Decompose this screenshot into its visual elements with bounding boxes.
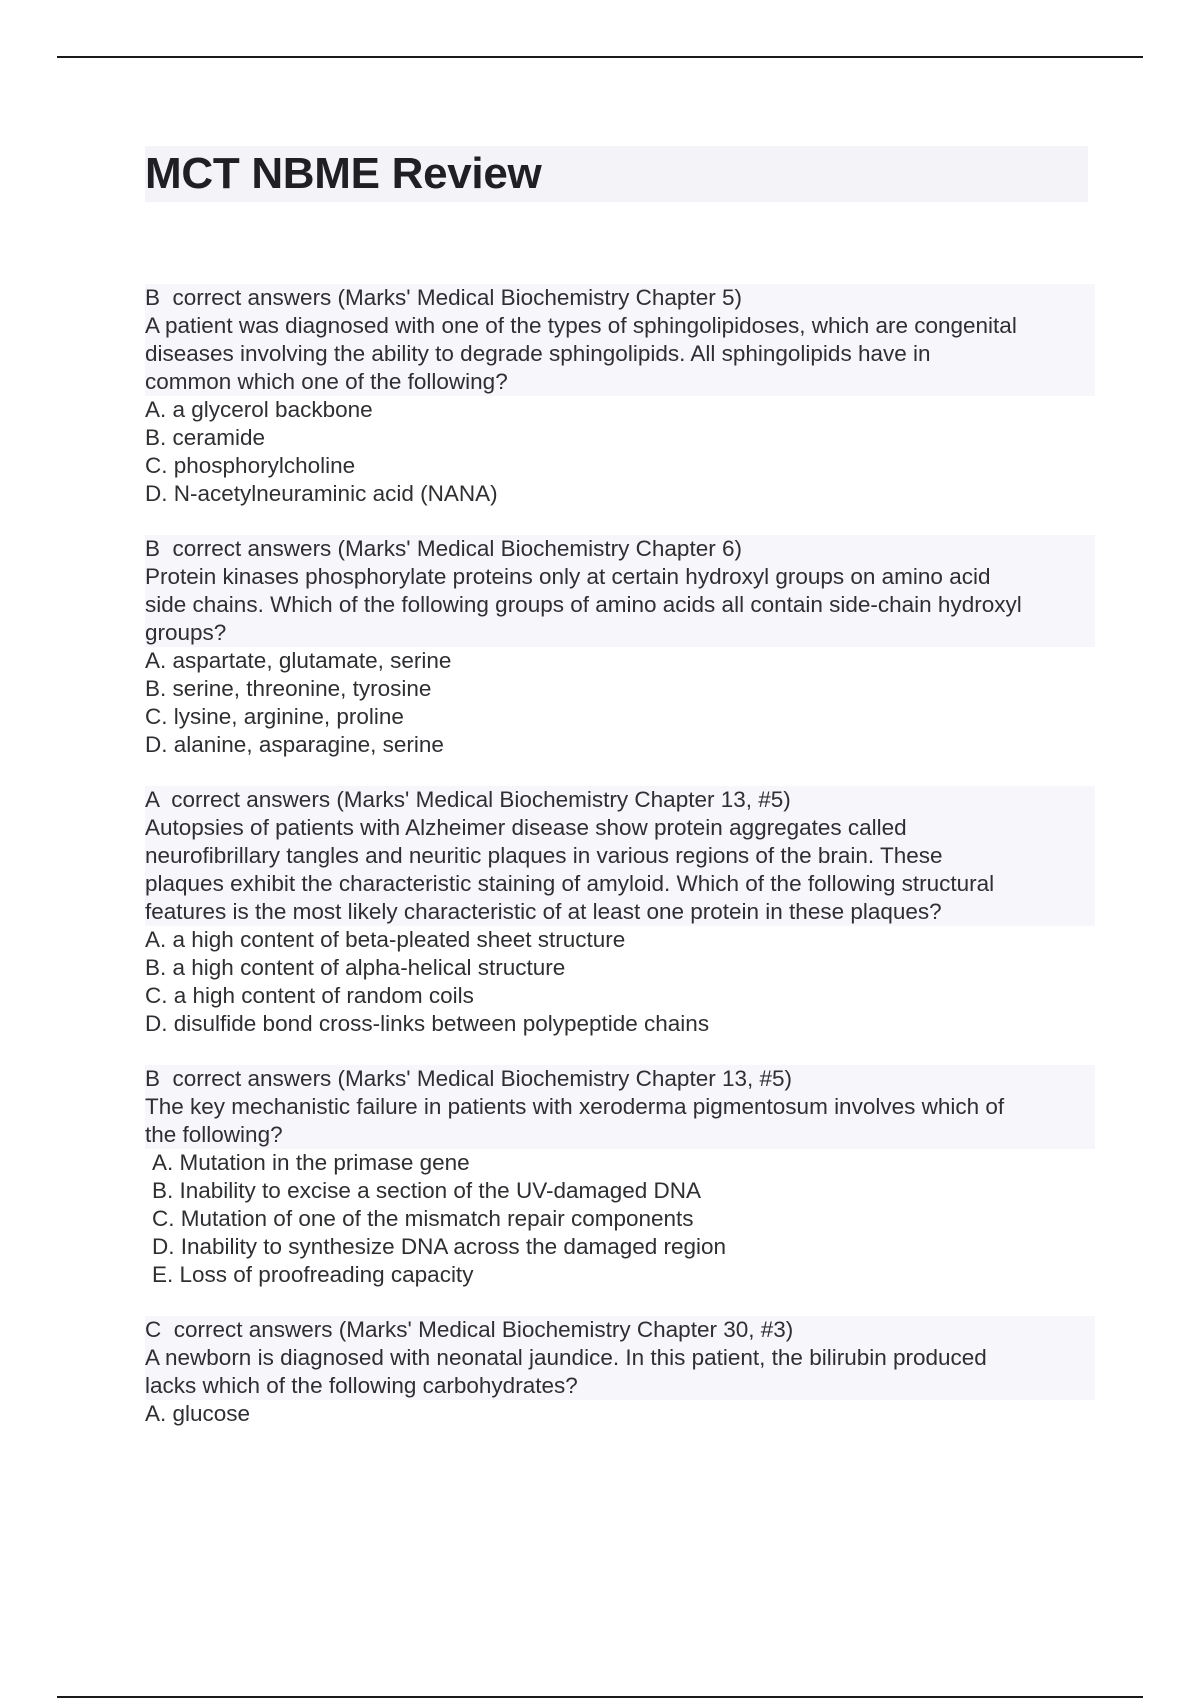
answer-option: A. a high content of beta-pleated sheet structure — [145, 927, 626, 952]
answer-option: A. glucose — [145, 1401, 251, 1426]
question-stem-line: groups? — [145, 619, 1095, 647]
question-stem-line: diseases involving the ability to degrade sphingolipids. All sphingolipids have in — [145, 340, 1095, 368]
question-block — [145, 1316, 1095, 1428]
question-stem-line: plaques exhibit the characteristic staining of amyloid. Which of the following structural — [145, 870, 1095, 898]
question-block — [145, 284, 1095, 508]
question-stem-line: side chains. Which of the following groups of amino acids all contain side-chain hydroxyl — [145, 591, 1095, 619]
question-block — [145, 786, 1095, 1038]
answer-option: E. Loss of proofreading capacity — [152, 1262, 474, 1287]
question-stem-line: Autopsies of patients with Alzheimer disease show protein aggregates called — [145, 814, 1095, 842]
title-banner — [145, 146, 1088, 202]
answer-option: C. lysine, arginine, proline — [145, 704, 404, 729]
answer-option: B. Inability to excise a section of the UV-damaged DNA — [152, 1178, 702, 1203]
question-stem-line: neurofibrillary tangles and neuritic plaques in various regions of the brain. These — [145, 842, 1095, 870]
answer-header: A correct answers (Marks' Medical Biochemistry Chapter 13, #5) — [145, 786, 1095, 814]
bottom-rule — [57, 1696, 1143, 1698]
answer-option: C. a high content of random coils — [145, 983, 474, 1008]
answer-option: B. ceramide — [145, 425, 266, 450]
question-stem-line: A patient was diagnosed with one of the types of sphingolipidoses, which are congenital — [145, 312, 1095, 340]
question-block — [145, 535, 1095, 759]
answer-header: B correct answers (Marks' Medical Biochemistry Chapter 13, #5) — [145, 1065, 1095, 1093]
document-body — [145, 284, 1095, 1455]
answer-option: A. Mutation in the primase gene — [152, 1150, 470, 1175]
question-stem-line: Protein kinases phosphorylate proteins only at certain hydroxyl groups on amino acid — [145, 563, 1095, 591]
question-stem-line: the following? — [145, 1121, 1095, 1149]
answer-option: D. alanine, asparagine, serine — [145, 732, 444, 757]
answer-option: D. Inability to synthesize DNA across the damaged region — [152, 1234, 727, 1259]
question-stem-line: common which one of the following? — [145, 368, 1095, 396]
answer-option: A. a glycerol backbone — [145, 397, 373, 422]
answer-option: C. phosphorylcholine — [145, 453, 356, 478]
answer-option: D. disulfide bond cross-links between polypeptide chains — [145, 1011, 710, 1036]
question-stem-line: lacks which of the following carbohydrates? — [145, 1372, 1095, 1400]
question-stem-line: A newborn is diagnosed with neonatal jaundice. In this patient, the bilirubin produced — [145, 1344, 1095, 1372]
answer-option: B. serine, threonine, tyrosine — [145, 676, 432, 701]
question-stem-line: features is the most likely characteristic of at least one protein in these plaques? — [145, 898, 1095, 926]
answer-option: D. N-acetylneuraminic acid (NANA) — [145, 481, 498, 506]
answer-header: B correct answers (Marks' Medical Biochemistry Chapter 5) — [145, 284, 1095, 312]
answer-option: A. aspartate, glutamate, serine — [145, 648, 452, 673]
answer-option: B. a high content of alpha-helical structure — [145, 955, 566, 980]
question-block — [145, 1065, 1095, 1289]
page-title: MCT NBME Review — [145, 149, 542, 198]
answer-header: C correct answers (Marks' Medical Biochemistry Chapter 30, #3) — [145, 1316, 1095, 1344]
answer-option: C. Mutation of one of the mismatch repair components — [152, 1206, 694, 1231]
answer-header: B correct answers (Marks' Medical Biochemistry Chapter 6) — [145, 535, 1095, 563]
top-rule — [57, 56, 1143, 58]
question-stem-line: The key mechanistic failure in patients with xeroderma pigmentosum involves which of — [145, 1093, 1095, 1121]
